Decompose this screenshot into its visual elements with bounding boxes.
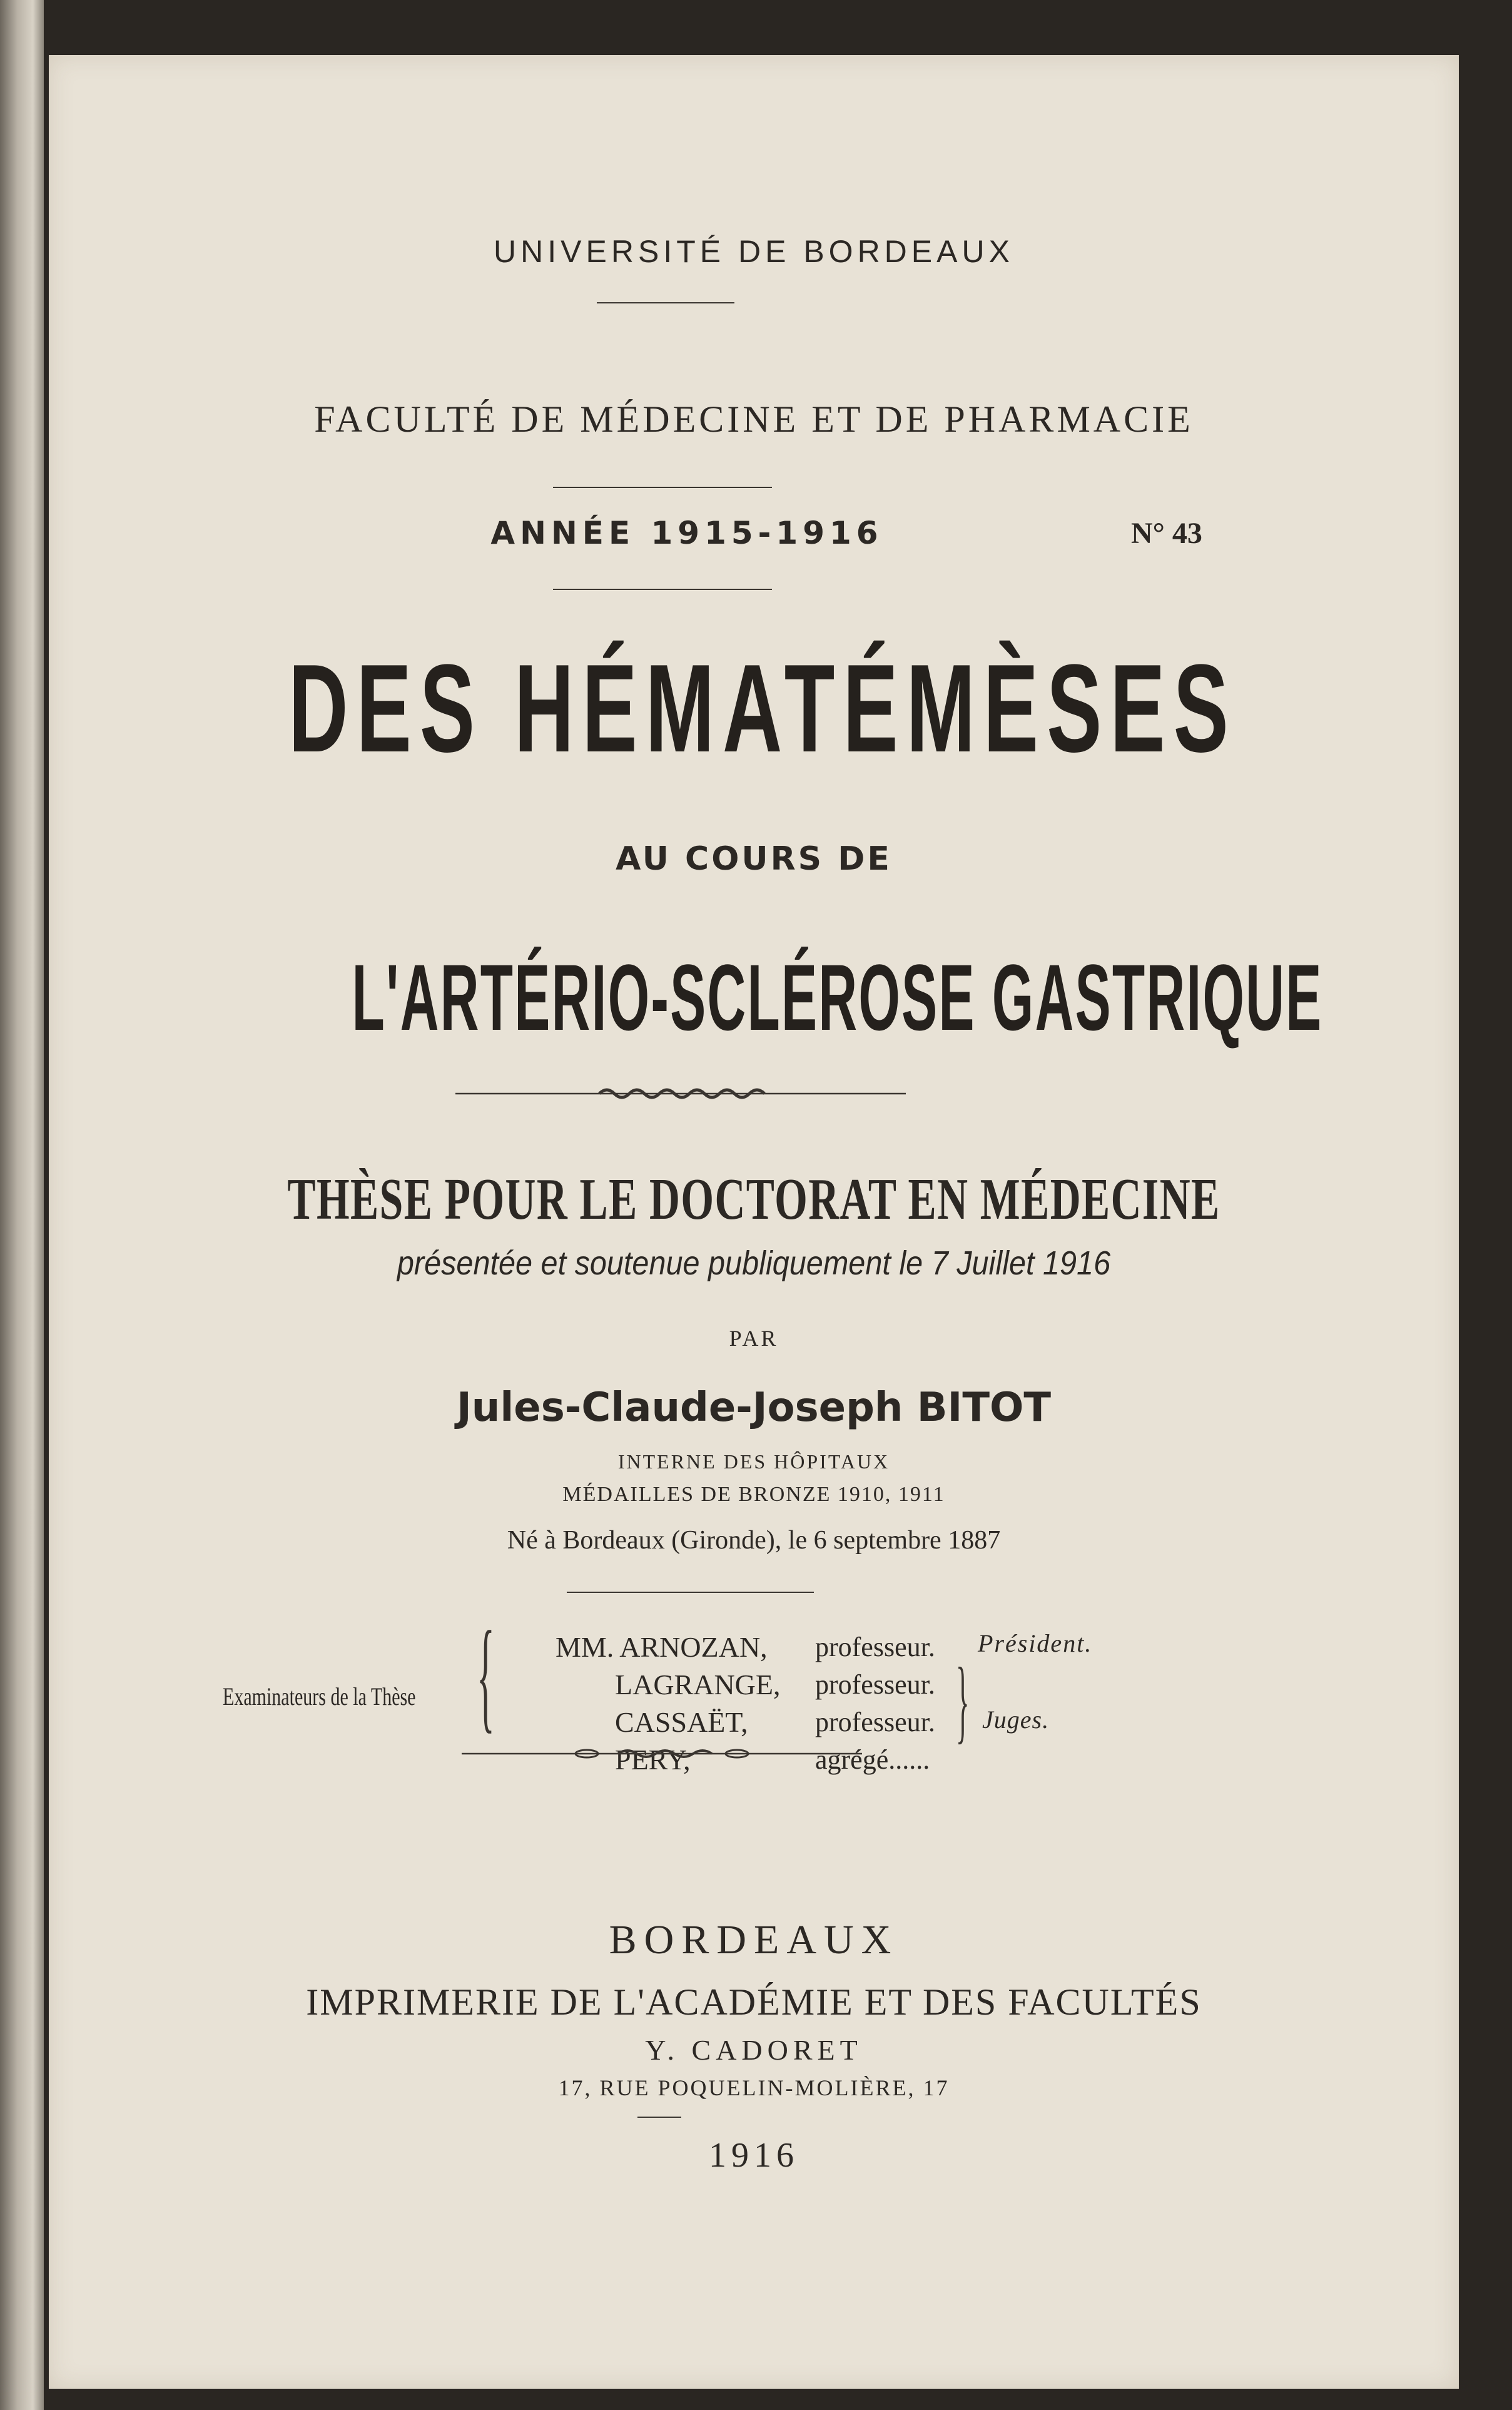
main-title: DES HÉMATÉMÈSES (288, 639, 1237, 778)
thesis-heading: THÈSE POUR LE DOCTORAT EN MÉDECINE (287, 1167, 1220, 1232)
examiner-name: LAGRANGE, (615, 1669, 781, 1701)
imprint-name: Y. CADORET (645, 2034, 863, 2066)
examiners-label: Examinateurs de la Thèse (223, 1682, 416, 1711)
imprint-printer: IMPRIMERIE DE L'ACADÉMIE ET DES FACULTÉS (306, 1981, 1202, 2023)
author-birth: Né à Bordeaux (Gironde), le 6 septembre 1887 (507, 1526, 1001, 1555)
divider (553, 487, 772, 488)
author-name: Jules-Claude-Joseph BITOT (456, 1385, 1052, 1431)
imprint-year: 1916 (709, 2136, 799, 2175)
subtitle: L'ARTÉRIO-SCLÉROSE GASTRIQUE (352, 945, 1323, 1050)
examiner-role: professeur. (815, 1669, 935, 1700)
university-name: UNIVERSITÉ DE BORDEAUX (494, 234, 1014, 269)
defense-date: présentée et soutenue publiquement le 7 Juillet 1916 (397, 1244, 1111, 1282)
examiner-name: CASSAËT, (615, 1706, 748, 1738)
ornamental-rule (455, 1081, 906, 1106)
divider (597, 302, 734, 303)
imprint-city: BORDEAUX (609, 1917, 899, 1963)
examiner-role: agrégé...... (815, 1744, 930, 1775)
by-label: PAR (729, 1326, 779, 1351)
faculty-name: FACULTÉ DE MÉDECINE ET DE PHARMACIE (314, 399, 1194, 440)
divider (567, 1592, 814, 1593)
examiner-name: PERY, (615, 1744, 691, 1776)
left-brace: { (477, 1606, 495, 1744)
divider (637, 2117, 681, 2118)
academic-year: ANNÉE 1915-1916 (490, 515, 883, 551)
title-connector: AU COURS DE (616, 840, 892, 878)
author-medals: MÉDAILLES DE BRONZE 1910, 1911 (562, 1483, 945, 1506)
president-label: Président. (978, 1629, 1093, 1657)
book-binding (0, 0, 44, 2410)
ornamental-rule (462, 1744, 862, 1763)
judges-label: Juges. (982, 1706, 1050, 1734)
examiner-name: ARNOZAN, (619, 1631, 768, 1663)
author-position: INTERNE DES HÔPITAUX (617, 1450, 890, 1473)
examiners-prefix: MM. (556, 1631, 614, 1663)
thesis-number: N° 43 (1131, 517, 1202, 550)
title-page (49, 55, 1459, 2389)
right-brace: } (956, 1649, 970, 1752)
examiner-role: professeur. (815, 1707, 935, 1737)
imprint-address: 17, RUE POQUELIN-MOLIÈRE, 17 (558, 2075, 950, 2100)
examiner-row (556, 1629, 780, 1666)
divider (553, 589, 772, 590)
examiner-role: professeur. (815, 1632, 935, 1662)
